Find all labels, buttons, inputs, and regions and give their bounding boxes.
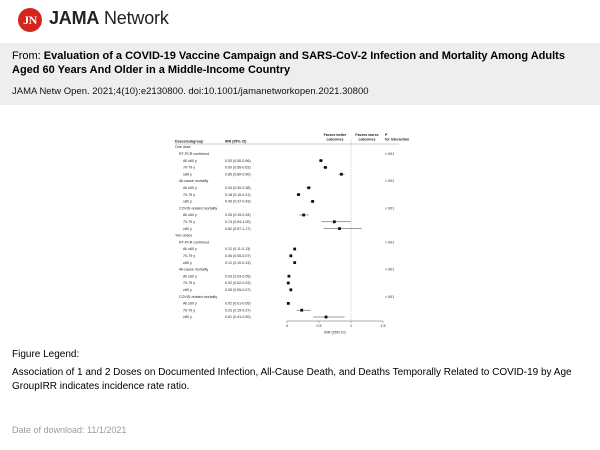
- forest-plot-figure: [160, 128, 410, 350]
- x-axis-label: IRR (95% CI): [324, 330, 346, 335]
- irr-ci-value: 0.03 (0.03-0.05): [225, 274, 251, 279]
- subgroup-label: ≥80 y: [183, 172, 192, 177]
- subgroup-label: All ≥60 y: [183, 274, 197, 279]
- point-estimate: [302, 214, 305, 217]
- col-header-subgroup: Doses/subgroup: [175, 139, 204, 144]
- irr-ci-value: 0.74 (0.54-1.00): [225, 220, 251, 224]
- irr-ci-value: 0.60 (0.56-0.63): [225, 165, 251, 170]
- irr-ci-value: 0.12 (0.10-0.13): [225, 260, 251, 265]
- article-source: [12, 49, 588, 77]
- outcome-label: RT-PCR confirmed: [179, 240, 210, 245]
- point-estimate: [289, 254, 292, 257]
- irr-ci-value: 0.18 (0.15-0.21): [225, 192, 251, 197]
- point-estimate: [289, 288, 292, 291]
- irr-ci-value: 0.12 (0.11-0.13): [225, 247, 251, 252]
- brand-name-rest: Network: [99, 8, 169, 28]
- outcome-label: All-cause mortality: [179, 179, 209, 184]
- point-estimate: [311, 200, 314, 203]
- p-interaction-value: <.001: [385, 206, 395, 211]
- brand-name-bold: JAMA: [49, 8, 100, 28]
- outcome-label: COVID-related mortality: [179, 206, 218, 211]
- point-estimate: [333, 220, 336, 223]
- download-date: Date of download: 11/1/2021: [12, 425, 127, 435]
- irr-ci-value: 0.34 (0.30-0.38): [225, 186, 251, 190]
- point-estimate: [325, 316, 328, 319]
- figure-legend-label: Figure Legend:: [12, 349, 80, 360]
- subgroup-label: 70-79 y: [183, 308, 195, 313]
- x-axis-tick-label: 1: [350, 324, 352, 329]
- point-estimate: [287, 302, 290, 305]
- point-estimate: [300, 309, 303, 312]
- point-estimate: [293, 261, 296, 264]
- figure-legend-text: Association of 1 and 2 Doses on Documented Infection, All-Cause Death, and Deaths Temporally Related to COVID-19 by Age GroupIRR indicates incidence rate ratio.: [12, 367, 572, 392]
- subgroup-label: 70-79 y: [183, 192, 195, 197]
- p-interaction-value: <.001: [385, 152, 395, 156]
- subgroup-label: ≥80 y: [183, 288, 192, 292]
- point-estimate: [297, 193, 300, 196]
- x-axis-tick-label: 0: [286, 324, 288, 329]
- irr-ci-value: 0.26 (0.19-0.34): [225, 213, 251, 218]
- subgroup-label: ≥80 y: [183, 260, 192, 265]
- col-header-favors-worse: Favors worse outcomes: [355, 133, 379, 142]
- p-interaction-value: <.001: [385, 179, 395, 184]
- point-estimate: [288, 275, 291, 278]
- point-estimate: [340, 173, 343, 176]
- outcome-label: COVID-related mortality: [179, 294, 218, 299]
- group-label: Two doses: [175, 233, 193, 238]
- subgroup-label: 70-79 y: [183, 281, 195, 286]
- group-label: One dose: [175, 145, 191, 150]
- irr-ci-value: 0.82 (0.57-1.17): [225, 226, 251, 231]
- article-info-box: [0, 43, 600, 105]
- jama-network-logo[interactable]: [49, 8, 169, 29]
- forest-plot: [160, 128, 410, 350]
- article-citation: JAMA Netw Open. 2021;4(10):e2130800. doi:10.1001/jamanetworkopen.2021.30800: [12, 86, 369, 97]
- irr-ci-value: 0.40 (0.37-0.43): [225, 199, 251, 204]
- irr-ci-value: 0.61 (0.41-0.90): [225, 315, 251, 320]
- col-header-irr: IRR (95% CI): [225, 139, 247, 144]
- outcome-label: RT-PCR confirmed: [179, 152, 210, 156]
- outcome-label: All-cause mortality: [179, 267, 209, 272]
- irr-ci-value: 0.85 (0.80-0.90): [225, 172, 251, 177]
- subgroup-label: ≥80 y: [183, 226, 192, 231]
- subgroup-label: All ≥60 y: [183, 186, 197, 190]
- p-interaction-value: <.001: [385, 267, 395, 272]
- point-estimate: [320, 159, 323, 162]
- irr-ci-value: 0.06 (0.05-0.07): [225, 254, 251, 258]
- point-estimate: [287, 282, 290, 285]
- irr-ci-value: 0.02 (0.01-0.05): [225, 301, 251, 306]
- p-interaction-value: <.001: [385, 294, 395, 299]
- point-estimate: [324, 166, 327, 169]
- point-estimate: [338, 227, 341, 230]
- subgroup-label: 70-79 y: [183, 254, 195, 258]
- p-interaction-value: <.001: [385, 240, 395, 245]
- subgroup-label: 70-79 y: [183, 165, 195, 170]
- article-title[interactable]: Evaluation of a COVID-19 Vaccine Campaign and SARS-CoV-2 Infection and Mortality Among Adults Aged 60 Years And Older in a Middle-Income Country: [12, 50, 565, 76]
- subgroup-label: All ≥60 y: [183, 158, 197, 163]
- site-header: [0, 0, 600, 42]
- jama-logo-icon[interactable]: JN: [18, 8, 42, 32]
- x-axis-tick-label: 1.5: [380, 324, 386, 329]
- from-label: From:: [12, 50, 41, 62]
- irr-ci-value: 0.02 (0.02-0.03): [225, 281, 251, 286]
- point-estimate: [307, 186, 310, 189]
- subgroup-label: All ≥60 y: [183, 213, 197, 218]
- subgroup-label: ≥80 y: [183, 199, 192, 204]
- irr-ci-value: 0.06 (0.05-0.07): [225, 288, 251, 292]
- x-axis-tick-label: 0.5: [316, 324, 322, 329]
- subgroup-label: 70-79 y: [183, 220, 195, 224]
- col-header-favors-better: Favors better outcomes: [323, 133, 347, 142]
- subgroup-label: All ≥60 y: [183, 247, 197, 252]
- subgroup-label: All ≥60 y: [183, 301, 197, 306]
- col-header-p-interaction: P for interaction: [385, 133, 410, 142]
- irr-ci-value: 0.53 (0.50-0.56): [225, 158, 251, 163]
- subgroup-label: ≥80 y: [183, 315, 192, 320]
- point-estimate: [293, 248, 296, 251]
- irr-ci-value: 0.23 (0.15-0.37): [225, 308, 251, 313]
